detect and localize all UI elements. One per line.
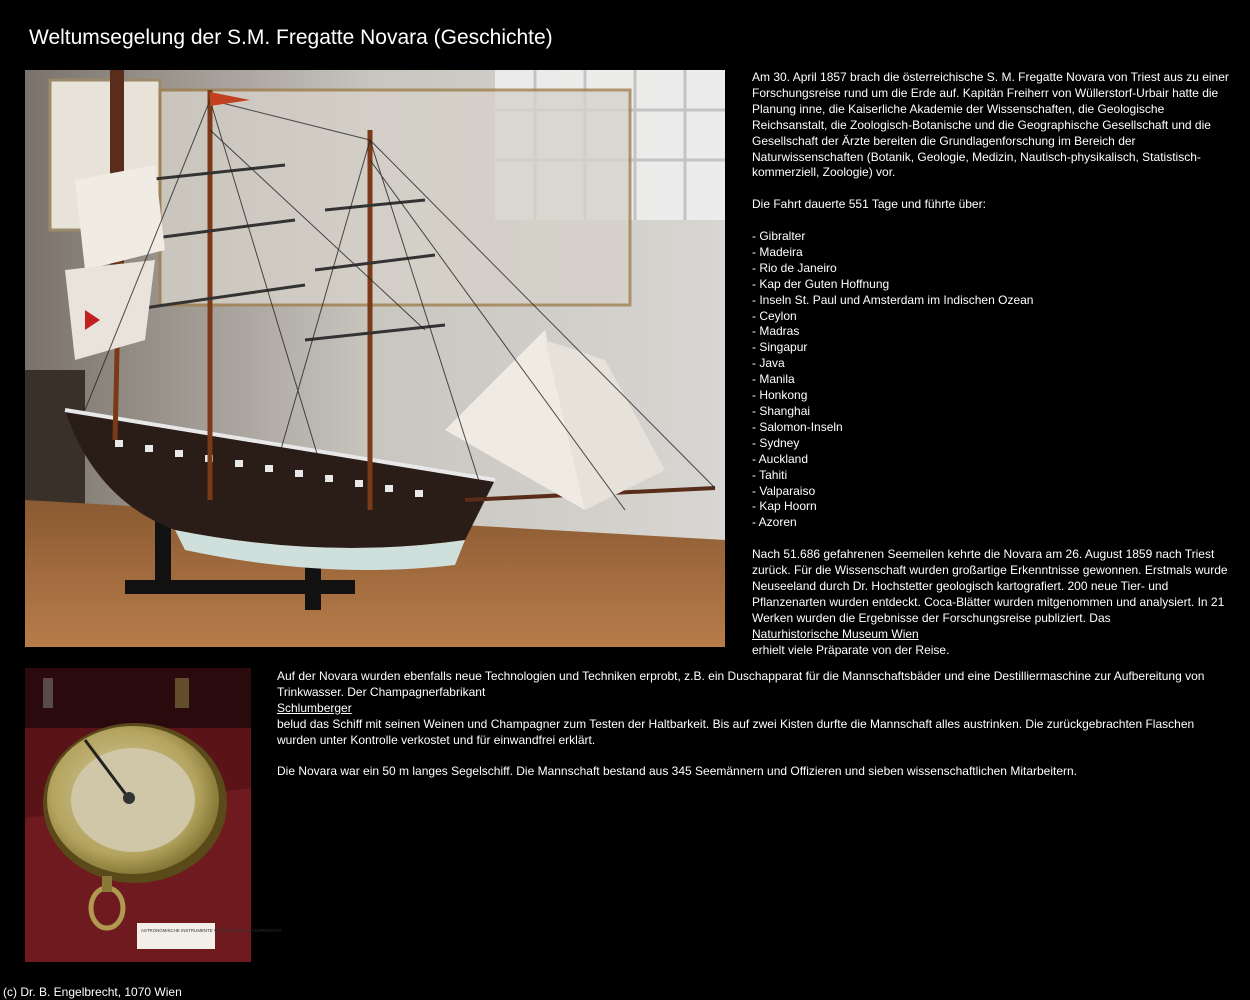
return-paragraph <box>752 547 1232 658</box>
route-item: - Kap Hoorn <box>752 499 817 514</box>
tech-after-text: belud das Schiff mit seinen Weinen und Champagner zum Testen der Haltbarkeit. Bis auf zwei Kisten durfte die Mannschaft alles austrinken. Die zurückgebrachten Flaschen wurden unter Kontrolle verkostet und für einwandfrei erklärt. <box>277 716 1195 747</box>
spacer <box>752 531 1232 547</box>
intro-paragraph: Am 30. April 1857 brach die österreichische S. M. Fregatte Novara von Triest aus zu einer Forschungsreise rund um die Erde auf. Kapitän Freiherr von Wüllerstorf-Urbair hatte die Planung inne, die Kaiserliche Akademie der Wissenschaften, die Geologische Reichsanstalt, die Zoologisch-Botanische und die Geographische Gesellschaft und die Gesellschaft der Ärzte bereiten die Grundlagenforschung im Bereich der Naturwissenschaften (Botanik, Geologie, Medizin, Nautisch-physikalisch, Statistisch-kommerziell, Zoologie) vor. <box>752 70 1229 180</box>
spacer <box>277 749 1207 765</box>
route-item: - Azoren <box>752 515 797 530</box>
route-item: - Ceylon <box>752 308 797 323</box>
history-text-column <box>752 70 1232 658</box>
route-item: - Madras <box>752 324 800 339</box>
spacer <box>752 181 1232 197</box>
copyright-footer: (c) Dr. B. Engelbrecht, 1070 Wien <box>3 985 182 999</box>
instrument-illustration <box>25 668 281 962</box>
page-title: Weltumsegelung der S.M. Fregatte Novara (Geschichte) <box>29 26 553 49</box>
instrument-photo <box>25 668 281 962</box>
duration-paragraph: Die Fahrt dauerte 551 Tage und führte über: <box>752 197 986 212</box>
route-item: - Manila <box>752 372 795 387</box>
route-item: - Honkong <box>752 388 808 403</box>
route-item: - Auckland <box>752 451 809 466</box>
ship-model-photo <box>25 70 725 647</box>
spacer <box>752 213 1232 229</box>
route-item: - Inseln St. Paul und Amsterdam im Indischen Ozean <box>752 292 1034 307</box>
route-item: - Valparaiso <box>752 483 816 498</box>
route-item: - Madeira <box>752 244 803 259</box>
tech-text: Auf der Novara wurden ebenfalls neue Technologien und Techniken erprobt, z.B. ein Duschapparat für die Mannschaftsbäder und eine Destilliermaschine zur Aufbereitung von Trinkwasser. Der Champagnerfabrikant <box>277 669 1205 699</box>
ship-model-illustration <box>25 70 725 647</box>
route-item: - Singapur <box>752 340 808 355</box>
route-item: - Gibralter <box>752 229 806 244</box>
route-item: - Sydney <box>752 435 800 450</box>
technology-text <box>277 669 1207 780</box>
museum-link[interactable]: Naturhistorische Museum Wien <box>752 626 919 641</box>
route-item: - Kap der Guten Hoffnung <box>752 276 890 291</box>
instrument-label: ASTRONOMISCHE INSTRUMENTE VON DER NOVARA EXPEDITION <box>141 928 281 933</box>
museum-after-text: erhielt viele Präparate von der Reise. <box>752 642 950 657</box>
route-item: - Tahiti <box>752 467 788 482</box>
crew-paragraph: Die Novara war ein 50 m langes Segelschiff. Die Mannschaft bestand aus 345 Seemännern und Offizieren und sieben wissenschaftlichen Mitarbeitern. <box>277 764 1078 779</box>
schlumberger-link[interactable]: Schlumberger <box>277 700 352 715</box>
route-item: - Java <box>752 356 785 371</box>
route-list <box>752 229 1232 531</box>
tech-paragraph <box>277 669 1207 749</box>
route-item: - Shanghai <box>752 404 811 418</box>
route-item: - Rio de Janeiro <box>752 260 837 275</box>
return-text: Nach 51.686 gefahrenen Seemeilen kehrte die Novara am 26. August 1859 nach Triest zurück. Für die Wissenschaft wurden großartige Erkenntnisse gewonnen. Erstmals wurde Neuseeland durch Dr. Hochstetter geologisch kartografiert. 200 neue Tier- und Pflanzenarten wurden entdeckt. Coca-Blätter wurden mitgenommen und analysiert. In 21 Werken wurden die Ergebnisse der Forschungsreise publiziert. Das <box>752 547 1228 625</box>
route-item: - Salomon-Inseln <box>752 419 843 434</box>
